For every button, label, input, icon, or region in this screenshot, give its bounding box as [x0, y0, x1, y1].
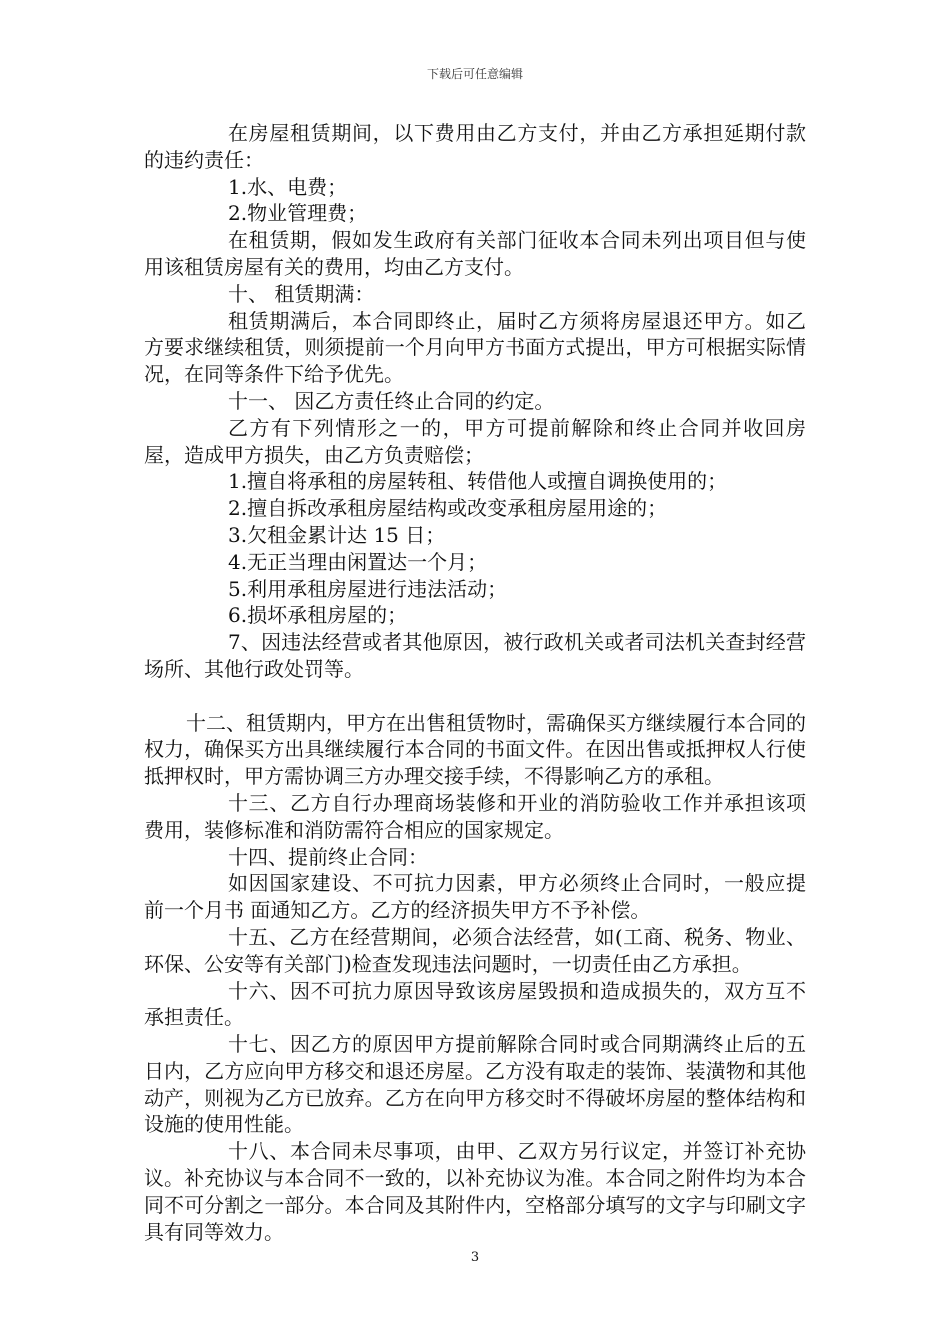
page-number: 3 [470, 1250, 480, 1265]
section-heading: 十、 租赁期满： [228, 281, 375, 306]
list-item: 4.无正当理由闲置达一个月； [228, 549, 488, 574]
list-item: 5.利用承租房屋进行违法活动； [228, 576, 508, 601]
paragraph: 在租赁期，假如发生政府有关部门征收本合同未列出项目但与使用该租赁房屋有关的费用，均由乙方支付。 [144, 228, 806, 279]
paragraph: 在房屋租赁期间，以下费用由乙方支付，并由乙方承担延期付款的违约责任： [144, 121, 806, 172]
section-heading: 十四、提前终止合同： [228, 844, 428, 869]
paragraph: 2.物业管理费； [228, 201, 368, 226]
paragraph: 租赁期满后，本合同即终止，届时乙方须将房屋退还甲方。如乙方要求继续租赁，则须提前一个月向甲方书面方式提出，甲方可根据实际情况，在同等条件下给予优先。 [144, 308, 806, 387]
list-item: 3.欠租金累计达 15 日； [228, 522, 446, 547]
blank-line [144, 683, 806, 710]
list-item: 6.损坏承租房屋的； [228, 603, 408, 628]
paragraph: 十八、本合同未尽事项，由甲、乙双方另行议定，并签订补充协议。补充协议与本合同不一致的，以补充协议为准。本合同之附件均为本合同不可分割之一部分。本合同及其附件内，空格部分填写的文字与印刷文字具有同等效力。 [144, 1139, 806, 1244]
list-item: 1.擅自将承租的房屋转租、转借他人或擅自调换使用的； [228, 469, 728, 494]
paragraph: 十三、乙方自行办理商场装修和开业的消防验收工作并承担该项费用，装修标准和消防需符合相应的国家规定。 [144, 790, 806, 842]
list-item: 7、因违法经营或者其他原因，被行政机关或者司法机关查封经营场所、其他行政处罚等。 [144, 630, 806, 681]
document-body [144, 120, 806, 1245]
paragraph: 十七、因乙方的原因甲方提前解除合同时或合同期满终止后的五日内，乙方应向甲方移交和退还房屋。乙方没有取走的装饰、装潢物和其他动产，则视为乙方已放弃。乙方在向甲方移交时不得破坏房屋的整体结构和设施的使用性能。 [144, 1032, 806, 1137]
paragraph: 1.水、电费； [228, 174, 348, 199]
paragraph: 十六、因不可抗力原因导致该房屋毁损和造成损失的，双方互不承担责任。 [144, 978, 806, 1030]
paragraph: 十五、乙方在经营期间，必须合法经营，如(工商、税务、物业、环保、公安等有关部门)检查发现违法问题时，一切责任由乙方承担。 [144, 924, 806, 976]
paragraph: 如因国家建设、不可抗力因素，甲方必须终止合同时，一般应提前一个月书 面通知乙方。乙方的经济损失甲方不予补偿。 [144, 871, 806, 923]
paragraph: 乙方有下列情形之一的，甲方可提前解除和终止合同并收回房屋，造成甲方损失，由乙方负责赔偿； [144, 415, 806, 467]
section-heading: 十一、 因乙方责任终止合同的约定。 [228, 388, 555, 413]
paragraph: 十二、租赁期内，甲方在出售租赁物时，需确保买方继续履行本合同的权力，确保买方出具继续履行本合同的书面文件。在因出售或抵押权人行使抵押权时，甲方需协调三方办理交接手续，不得影响乙方的承租。 [144, 710, 806, 789]
list-item: 2.擅自拆改承租房屋结构或改变承租房屋用途的； [228, 496, 668, 521]
page-header: 下载后可任意编辑 [426, 67, 523, 81]
